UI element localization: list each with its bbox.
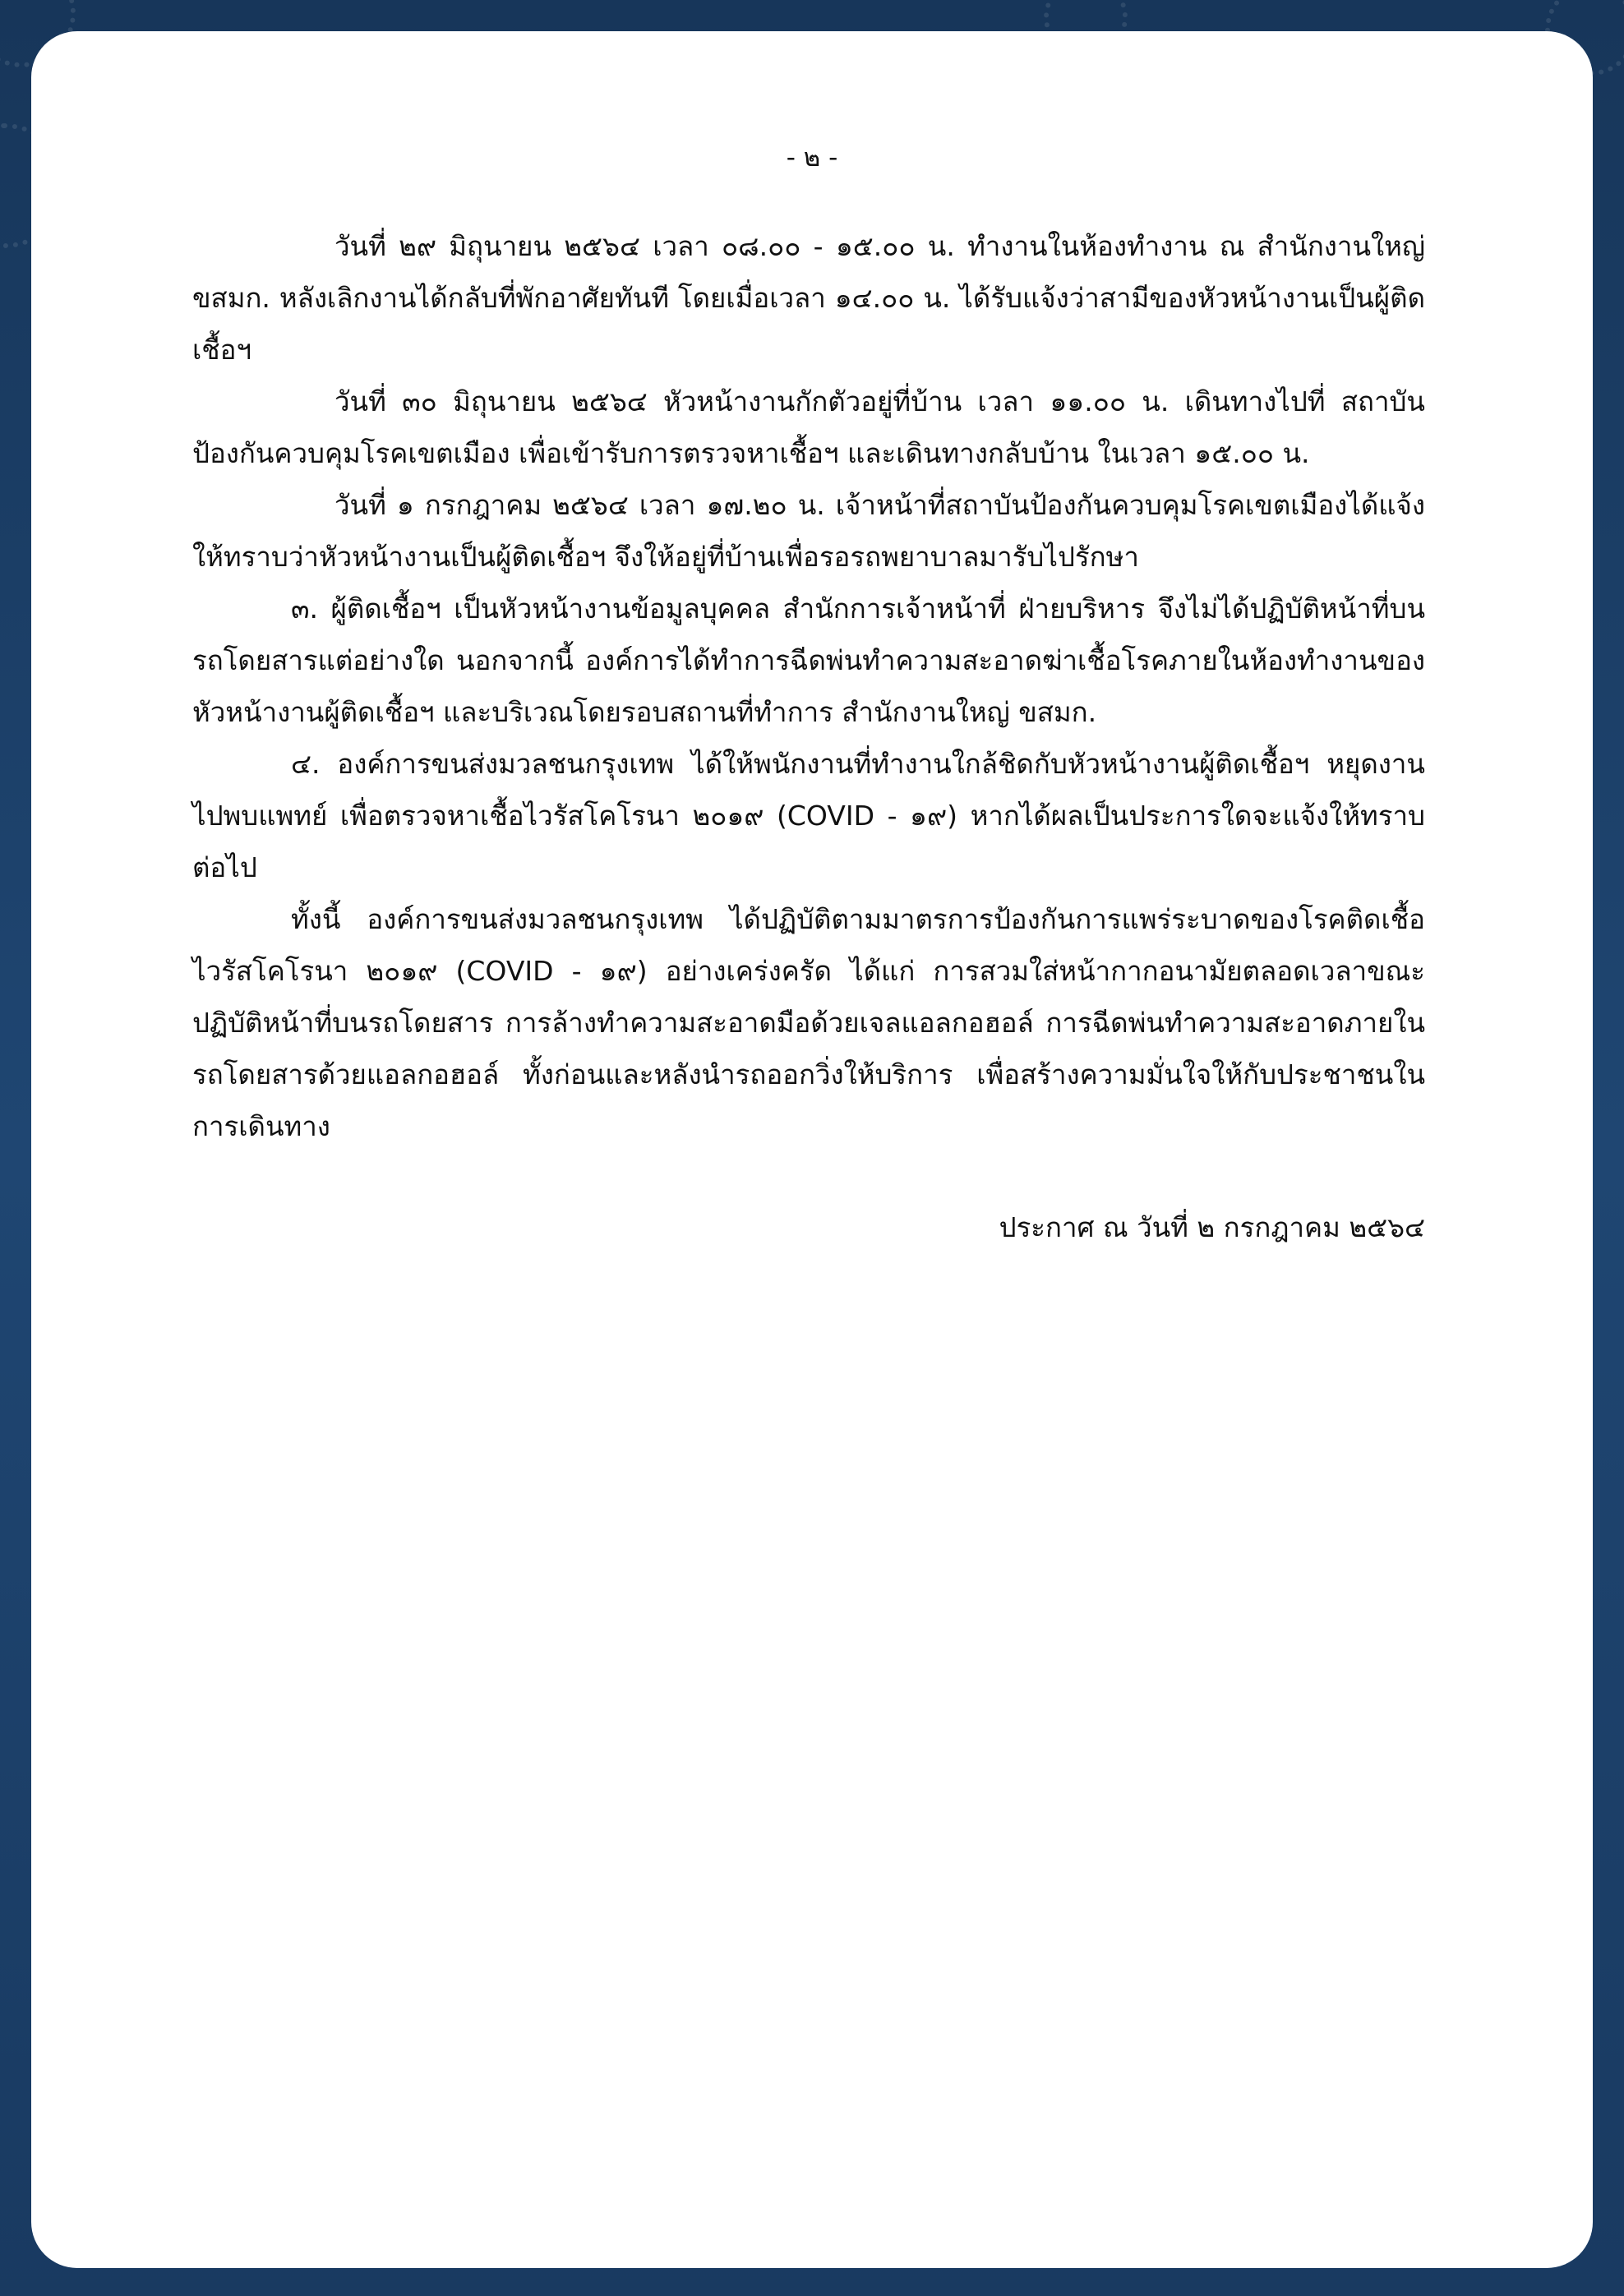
paragraph-june-29: วันที่ ๒๙ มิถุนายน ๒๕๖๔ เวลา ๐๘.๐๐ - ๑๕.๐๐ น. ทำงานในห้องทำงาน ณ สำนักงานใหญ่ ขสมก. หลังเลิกงานได้กลับที่พักอาศัยทันที โดยเมื่อเวลา ๑๔.๐๐ น. ได้รับแจ้งว่าสามีของหัวหน้างานเป็นผู้ติดเชื้อฯ (192, 230, 1425, 366)
document-page (31, 31, 1593, 2268)
announcement-date: ประกาศ ณ วันที่ ๒ กรกฎาคม ๒๕๖๔ (999, 1211, 1425, 1243)
page-number: - ๒ - (786, 143, 838, 173)
paragraph-measures: ทั้งนี้ องค์การขนส่งมวลชนกรุงเทพ ได้ปฏิบัติตามมาตรการป้องกันการแพร่ระบาดของโรคติดเชื้อไวรัสโคโรนา ๒๐๑๙ (COVID - ๑๙) อย่างเคร่งครัด ได้แก่ การสวมใส่หน้ากากอนามัยตลอดเวลาขณะปฏิบัติหน้าที่บนรถโดยสาร การล้างทำความสะอาดมือด้วยเจลแอลกอฮอล์ การฉีดพ่นทำความสะอาดภายในรถโดยสารด้วยแอลกอฮอล์ ทั้งก่อนและหลังนำรถออกวิ่งให้บริการ เพื่อสร้างความมั่นใจให้กับประชาชนในการเดินทาง (192, 903, 1425, 1142)
paragraph-june-30: วันที่ ๓๐ มิถุนายน ๒๕๖๔ หัวหน้างานกักตัวอยู่ที่บ้าน เวลา ๑๑.๐๐ น. เดินทางไปที่ สถาบันป้องกันควบคุมโรคเขตเมือง เพื่อเข้ารับการตรวจหาเชื้อฯ และเดินทางกลับบ้าน ในเวลา ๑๕.๐๐ น. (192, 385, 1425, 469)
paragraph-july-1: วันที่ ๑ กรกฎาคม ๒๕๖๔ เวลา ๑๗.๒๐ น. เจ้าหน้าที่สถาบันป้องกันควบคุมโรคเขตเมืองได้แจ้งให้ทราบว่าหัวหน้างานเป็นผู้ติดเชื้อฯ จึงให้อยู่ที่บ้านเพื่อรอรถพยาบาลมารับไปรักษา (192, 489, 1425, 573)
paragraph-item-3: ๓. ผู้ติดเชื้อฯ เป็นหัวหน้างานข้อมูลบุคคล สำนักการเจ้าหน้าที่ ฝ่ายบริหาร จึงไม่ได้ปฏิบัติหน้าที่บนรถโดยสารแต่อย่างใด นอกจากนี้ องค์การได้ทำการฉีดพ่นทำความสะอาดฆ่าเชื้อโรคภายในห้องทำงานของหัวหน้างานผู้ติดเชื้อฯ และบริเวณโดยรอบสถานที่ทำการ สำนักงานใหญ่ ขสมก. (192, 592, 1425, 728)
document-body (192, 220, 1425, 1253)
paragraph-item-4: ๔. องค์การขนส่งมวลชนกรุงเทพ ได้ให้พนักงานที่ทำงานใกล้ชิดกับหัวหน้างานผู้ติดเชื้อฯ หยุดงานไปพบแพทย์ เพื่อตรวจหาเชื้อไวรัสโคโรนา ๒๐๑๙ (COVID - ๑๙) หากได้ผลเป็นประการใดจะแจ้งให้ทราบต่อไป (192, 748, 1425, 883)
